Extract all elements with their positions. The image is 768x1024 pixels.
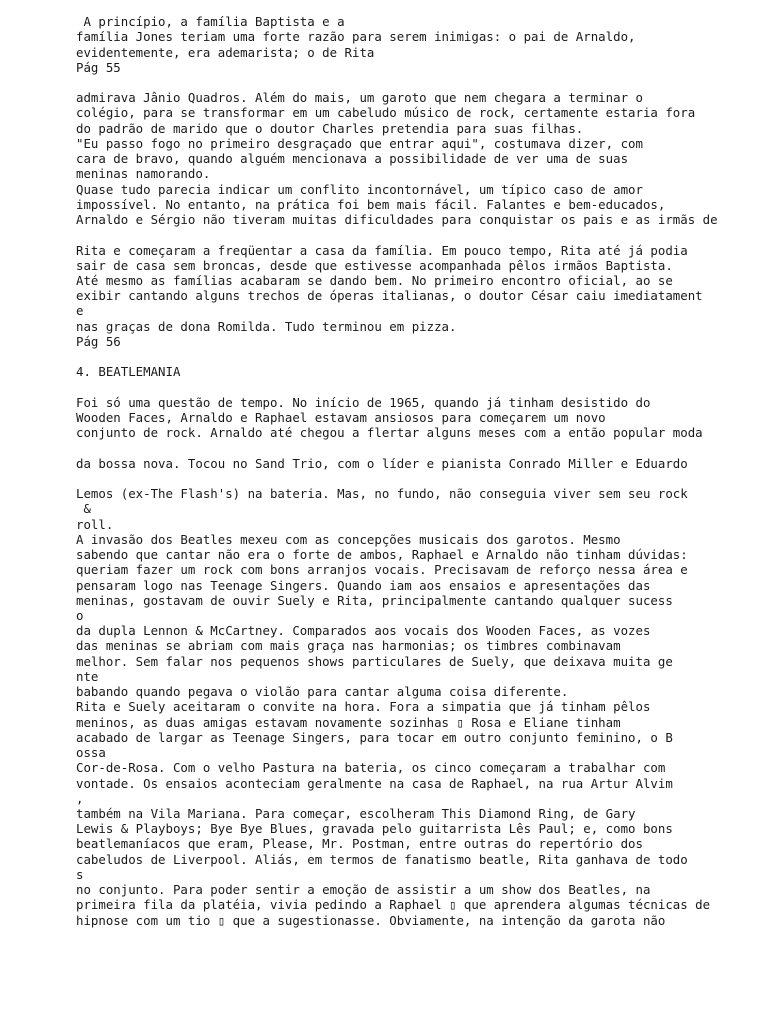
text-line: sair de casa sem broncas, desde que estivesse acompanhada pêlos irmãos Baptista. (76, 257, 673, 273)
text-line: Rita e começaram a freqüentar a casa da família. Em pouco tempo, Rita até já podia (76, 242, 688, 258)
text-line: o (76, 608, 84, 623)
text-line: sabendo que cantar não era o forte de ambos, Raphael e Arnaldo não tinham dúvidas: (76, 547, 688, 563)
text-line: A invasão dos Beatles mexeu com as concepções musicais dos garotos. Mesmo (76, 531, 621, 547)
text-line: Cor-de-Rosa. Com o velho Pastura na bateria, os cinco começaram a trabalhar com (76, 760, 666, 776)
text-line: Foi só uma questão de tempo. No início de 1965, quando já tinham desistido do (76, 394, 651, 410)
text-line: babando quando pegava o violão para cantar alguma coisa diferente. (76, 684, 569, 700)
text-line: evidentemente, era ademarista; o de Rita (76, 44, 375, 60)
text-line: A princípio, a família Baptista e a (76, 14, 345, 29)
text-line: exibir cantando alguns trechos de óperas italianas, o doutor César caiu imediatament (76, 288, 703, 304)
text-line: melhor. Sem falar nos pequenos shows particulares de Suely, que deixava muita ge (76, 653, 673, 669)
text-line: roll. (76, 516, 114, 532)
text-line: das meninas se abriam com mais graça nas harmonias; os timbres combinavam (76, 638, 621, 654)
text-line: "Eu passo fogo no primeiro desgraçado que entrar aqui", costumava dizer, com (76, 135, 643, 151)
text-line: cabeludos de Liverpool. Aliás, em termos de fanatismo beatle, Rita ganhava de todo (76, 851, 688, 867)
text-line: Pág 55 (76, 59, 121, 75)
text-line: Arnaldo e Sérgio não tiveram muitas dificuldades para conquistar os pais e as irmãs de (76, 212, 718, 227)
text-line: meninas namorando. (76, 166, 211, 182)
text-line: acabado de largar as Teenage Singers, para tocar em outro conjunto feminino, o B (76, 729, 673, 745)
text-line: pensaram logo nas Teenage Singers. Quando iam aos ensaios e apresentações das (76, 577, 651, 593)
text-line: no conjunto. Para poder sentir a emoção de assistir a um show dos Beatles, na (76, 882, 651, 898)
text-line: cara de bravo, quando alguém mencionava a possibilidade de ver uma de suas (76, 151, 629, 167)
text-line: Lemos (ex-The Flash's) na bateria. Mas, no fundo, não conseguia viver sem seu rock (76, 486, 688, 502)
text-line: 4. BEATLEMANIA (76, 364, 181, 380)
text-line: Lewis & Playboys; Bye Bye Blues, gravada pelo guitarrista Lês Paul; e, como bons (76, 821, 673, 837)
text-line: beatlemaníacos que eram, Please, Mr. Postman, entre outras do repertório dos (76, 836, 643, 852)
text-line: hipnose com um tio ▯ que a sugestionasse. Obviamente, na intenção da garota não (76, 912, 666, 928)
text-line: primeira fila da platéia, vivia pedindo a Raphael ▯ que aprendera algumas técnicas de (76, 897, 711, 913)
text-line: meninas, gostavam de ouvir Suely e Rita, principalmente cantando qualquer sucess (76, 592, 673, 608)
text-line: nte (76, 668, 99, 684)
text-line: s (76, 866, 84, 882)
text-line: impossível. No entanto, na prática foi bem mais fácil. Falantes e bem-educados, (76, 196, 666, 212)
text-line: também na Vila Mariana. Para começar, escolheram This Diamond Ring, de Gary (76, 806, 636, 821)
text-line: da dupla Lennon & McCartney. Comparados aos vocais dos Wooden Faces, as vozes (76, 623, 651, 639)
text-line: do padrão de marido que o doutor Charles pretendia para suas filhas. (76, 120, 584, 136)
text-line: nas graças de dona Romilda. Tudo terminou em pizza. (76, 318, 457, 334)
text-line: conjunto de rock. Arnaldo até chegou a flertar alguns meses com a então popular moda (76, 425, 703, 441)
text-line: e (76, 303, 84, 319)
text-line: ossa (76, 745, 106, 760)
text-line: família Jones teriam uma forte razão para serem inimigas: o pai de Arnaldo, (76, 29, 636, 45)
text-line: vontade. Os ensaios aconteciam geralmente na casa de Raphael, na rua Artur Alvim (76, 775, 673, 791)
text-line: Pág 56 (76, 333, 121, 349)
text-line: Quase tudo parecia indicar um conflito incontornável, um típico caso de amor (76, 181, 643, 197)
text-line: Até mesmo as famílias acabaram se dando bem. No primeiro encontro oficial, ao se (76, 272, 673, 288)
text-line: da bossa nova. Tocou no Sand Trio, com o líder e pianista Conrado Miller e Eduardo (76, 455, 688, 471)
text-line: & (76, 501, 91, 517)
text-line: queriam fazer um rock com bons arranjos vocais. Precisavam de reforço nessa área e (76, 562, 688, 578)
text-line: Wooden Faces, Arnaldo e Raphael estavam ansiosos para começarem um novo (76, 410, 606, 425)
text-line: meninos, as duas amigas estavam novamente sozinhas ▯ Rosa e Eliane tinham (76, 714, 621, 730)
text-line: , (76, 790, 84, 806)
text-line: colégio, para se transformar em um cabeludo músico de rock, certamente estaria fora (76, 105, 696, 121)
text-line: Rita e Suely aceitaram o convite na hora. Fora a simpatia que já tinham pêlos (76, 699, 651, 715)
text-line: admirava Jânio Quadros. Além do mais, um garoto que nem chegara a terminar o (76, 90, 643, 106)
